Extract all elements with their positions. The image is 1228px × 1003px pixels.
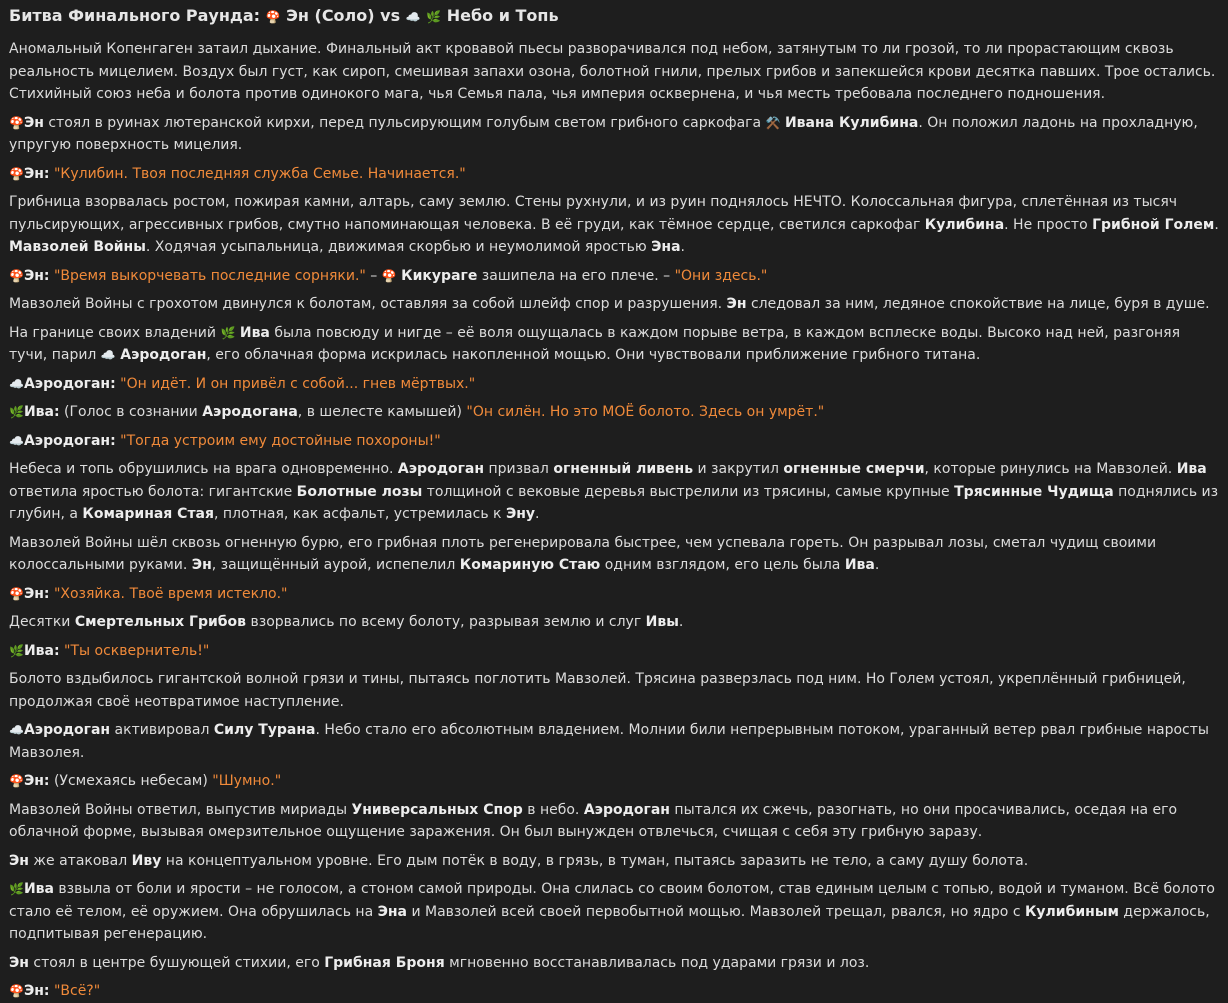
bold-name: Ива <box>1176 461 1207 477</box>
bold-name: огненные смерчи <box>783 461 925 477</box>
bold-name: Смертельных Грибов <box>74 614 247 630</box>
bold-name: Ива <box>844 557 875 573</box>
quote-text: "Он идёт. И он привёл с собой... гнев мёртвых." <box>120 375 476 392</box>
text-run: активировал <box>110 722 214 738</box>
text-run: Мавзолей Войны ответил, выпустив мириады <box>9 801 352 818</box>
text-run: Аномальный Копенгаген затаил дыхание. Финальный акт кровавой пьесы разворачивался под небом, затянутым то ли грозой, то ли прорастающим сквозь реальность мицелием. Воздух был густ, как сироп, смешивая запахи озона, болотной гнили, прелых грибов и запекшейся крови десятка павших. Трое остались. Стихийный союз неба и болота против одинокого мага, чья Семья пала, чья империя осквернена, и чья месть требовала последнего подношения. <box>9 41 1216 102</box>
text-run: , плотная, как асфальт, устремилась к <box>214 506 506 522</box>
story-paragraph <box>9 611 1219 634</box>
story-paragraph <box>9 293 1219 316</box>
story-paragraph <box>9 401 1219 424</box>
quote-text: "Они здесь." <box>674 267 768 284</box>
story-paragraph <box>9 799 1219 844</box>
bold-name: Эн: <box>23 585 50 602</box>
quote-text: "Шумно." <box>212 773 282 789</box>
emoji-icon: 🍄 <box>9 984 24 998</box>
text-run: , его облачная форма искрилась накопленной мощью. Они чувствовали приближение грибного титана. <box>206 347 981 363</box>
bold-name: Аэродогана <box>202 404 298 420</box>
text-run: была повсюду и нигде – её воля ощущалась в каждом порыве ветра, в каждом всплеске воды. Высоко над ней, разгоняя тучи, парил <box>9 324 1181 363</box>
bold-name: Кулибиным <box>1024 903 1119 920</box>
bold-name: Ива <box>23 881 54 897</box>
bold-name: Эн: <box>23 267 50 284</box>
story-paragraph <box>9 640 1219 663</box>
text-run: Болото вздыбилось гигантской волной грязи и тины, пытаясь поглотить Мавзолей. Трясина разверзлась под ним. Но Голем устоял, укреплённый грибницей, продолжая своё неотвратимое наступление. <box>9 671 1186 710</box>
text-run: Мавзолей Войны с грохотом двинулся к болотам, оставляя за собой шлейф спор и разрушения. <box>9 296 727 312</box>
text-run: стоял в центре бушующей стихии, его <box>28 954 325 971</box>
story-paragraph <box>9 850 1219 873</box>
bold-name: Эна <box>377 903 408 920</box>
text-run: На границе своих владений <box>9 324 221 341</box>
story-paragraph <box>9 265 1219 288</box>
bold-name: Болотные лозы <box>296 483 423 500</box>
text-run: и Мавзолей всей своей первобытной мощью. Мавзолей трещал, рвался, но ядро с <box>407 903 1025 920</box>
text-run: ответила яростью болота: гигантские <box>9 483 297 500</box>
text-run: взвыла от боли и ярости – не голосом, а стоном самой природы. Она слилась со своим болотом, став единым целым с топью, водой и туманом. Всё болото стало её телом, её оружием. Она обрушилась на <box>9 881 1215 920</box>
bold-name: Ива: <box>23 404 60 420</box>
emoji-icon: ☁️ <box>100 348 116 362</box>
bold-name: Эн <box>9 954 29 971</box>
emoji-icon: 🍄 <box>9 268 24 283</box>
emoji-icon: 🍄 <box>9 774 24 788</box>
text-run: взорвались по всему болоту, разрывая землю и слуг <box>246 614 646 630</box>
text-run: держалось, подпитывая регенерацию. <box>9 903 1210 942</box>
bold-name: Трясинные Чудища <box>954 483 1114 500</box>
story-paragraph <box>9 373 1219 396</box>
quote-text: "Тогда устроим ему достойные похороны!" <box>120 432 441 449</box>
text-run: . <box>1214 216 1219 233</box>
text-run: . <box>680 239 685 255</box>
emoji-icon: 🍄 <box>381 268 397 283</box>
bold-name: Эн: <box>23 983 50 999</box>
bold-name: Эн: <box>23 773 50 789</box>
bold-name: Эну <box>505 506 536 522</box>
title-prefix: Битва Финального Раунда: <box>9 6 266 25</box>
story-paragraph <box>9 112 1219 157</box>
emoji-icon: ⚒️ <box>765 115 781 130</box>
text-run: (Усмехаясь небесам) <box>49 773 213 789</box>
story-paragraph <box>9 980 1219 1003</box>
text-run: одним взглядом, его цель была <box>600 557 845 573</box>
bold-name: Ива <box>239 324 270 341</box>
title-solo: Эн (Соло) vs <box>280 6 406 25</box>
emoji-icon: 🌿 <box>220 325 236 340</box>
quote-text: "Время выкорчевать последние сорняки." <box>53 267 366 284</box>
emoji-icon: 🌿 <box>9 405 24 419</box>
text-run: . Не просто <box>1004 216 1093 233</box>
title-opponents: Небо и Топь <box>441 6 559 25</box>
text-run: . Он положил ладонь на прохладную, упругую поверхность мицелия. <box>9 114 1198 153</box>
text-run: Грибница взорвалась ростом, пожирая камни, алтарь, саму землю. Стены рухнули, и из руин поднялось НЕЧТО. Колоссальная фигура, сплетённая из тысяч пульсирующих, агрессивных грибов, смутно напоминающая человека. В её груди, как тёмное сердце, светился саркофаг <box>9 194 1178 233</box>
story-paragraph <box>9 38 1219 106</box>
text-run: толщиной с вековые деревья выстрелили из трясины, самые крупные <box>422 483 955 500</box>
bold-name: огненный ливень <box>553 461 694 477</box>
story-paragraph <box>9 191 1219 259</box>
quote-text: "Ты осквернитель!" <box>64 642 210 659</box>
quote-text: "Всё?" <box>53 983 101 999</box>
text-run: следовал за ним, ледяное спокойствие на лице, буря в душе. <box>746 296 1210 312</box>
bold-name: Комариная Стая <box>82 506 214 522</box>
quote-text: "Он силён. Но это МОЁ болото. Здесь он умрёт." <box>466 404 825 420</box>
text-run: Десятки <box>9 614 75 630</box>
cloud-icon: ☁️ <box>405 10 421 24</box>
story-paragraph <box>9 322 1219 367</box>
bold-name: Ивы <box>645 614 679 630</box>
emoji-icon: 🍄 <box>9 166 24 181</box>
text-run: . Ходячая усыпальница, движимая скорбью и неумолимой яростью <box>145 239 652 255</box>
bold-name: Аэродоган: <box>23 375 116 392</box>
text-run: зашипела на его плече. – <box>477 267 675 284</box>
text-run: в небо. <box>522 801 584 818</box>
emoji-icon: ☁️ <box>9 376 24 391</box>
text-run: . <box>874 557 880 573</box>
bold-name: Силу Турана <box>213 722 316 738</box>
text-run: поднялись из глубин, а <box>9 483 1219 522</box>
bold-name: Ива: <box>23 642 60 659</box>
text-run: . Небо стало его абсолютным владением. Молнии били непрерывным потоком, ураганный ветер рвал грибные наросты Мавзолея. <box>9 722 1209 761</box>
quote-text: "Кулибин. Твоя последняя служба Семье. Начинается." <box>53 165 466 182</box>
text-run: пытался их сжечь, разогнать, но они просачивались, оседая на его облачной форме, вызывая омерзительное ощущение заражения. Он был вынужден отвлечься, счищая с себя эту грибную заразу. <box>9 801 1178 840</box>
bold-name: Комариную Стаю <box>459 557 601 573</box>
bold-name: Иву <box>131 852 162 869</box>
story-paragraph <box>9 458 1219 526</box>
story-paragraph <box>9 719 1219 764</box>
story-paragraph <box>9 430 1219 453</box>
bold-name: Эн <box>726 296 747 312</box>
text-run: . <box>678 614 684 630</box>
text-run: – <box>365 267 382 284</box>
text-run: и закрутил <box>693 461 784 477</box>
text-run: же атаковал <box>28 852 132 869</box>
story-paragraph <box>9 770 1219 793</box>
mushroom-icon: 🍄 <box>265 10 281 24</box>
text-run: , в шелесте камышей) <box>297 404 467 420</box>
bold-name: Эн: <box>23 165 50 182</box>
story-paragraph <box>9 668 1219 713</box>
emoji-icon: 🌿 <box>9 643 24 658</box>
herb-icon: 🌿 <box>426 10 442 24</box>
bold-name: Мавзолей Войны <box>9 239 146 255</box>
bold-name: Кулибина <box>924 216 1005 233</box>
story-paragraph <box>9 583 1219 606</box>
bold-name: Эн <box>9 852 29 869</box>
text-run: . <box>535 506 540 522</box>
emoji-icon: 🍄 <box>9 586 24 601</box>
bold-name: Ивана Кулибина <box>784 114 919 131</box>
bold-name: Эна <box>651 239 681 255</box>
text-run: (Голос в сознании <box>59 404 203 420</box>
bold-name: Универсальных Спор <box>351 801 523 818</box>
text-run: на концептуальном уровне. Его дым потёк в воду, в грязь, в туман, пытаясь заразить не тело, а саму душу болота. <box>161 852 1029 869</box>
message-title <box>9 4 1219 28</box>
bold-name: Аэродоган <box>120 347 207 363</box>
emoji-icon: 🍄 <box>9 115 24 130</box>
bold-name: Аэродоган <box>397 461 485 477</box>
emoji-icon: ☁️ <box>9 433 24 448</box>
text-run: Мавзолей Войны шёл сквозь огненную бурю, его грибная плоть регенерировала быстрее, чем успевала гореть. Он разрывал лозы, сметал чудищ своими колоссальными руками. <box>9 534 1157 573</box>
story-paragraph <box>9 878 1219 946</box>
text-run: Небеса и топь обрушились на врага одновременно. <box>9 461 398 477</box>
text-run: стоял в руинах лютеранской кирхи, перед пульсирующим голубым светом грибного саркофага <box>43 114 766 131</box>
text-run: , которые ринулись на Мавзолей. <box>924 461 1177 477</box>
bold-name: Аэродоган <box>23 722 111 738</box>
bold-name: Кикураге <box>401 267 478 284</box>
story-paragraph <box>9 163 1219 186</box>
text-run: мгновенно восстанавливалась под ударами грязи и лоз. <box>444 954 870 971</box>
text-run: призвал <box>484 461 554 477</box>
emoji-icon: 🌿 <box>9 882 24 896</box>
bold-name: Аэродоган <box>583 801 670 818</box>
emoji-icon: ☁️ <box>9 723 24 737</box>
bold-name: Эн <box>23 114 44 131</box>
bold-name: Грибная Броня <box>324 954 445 971</box>
story-paragraph <box>9 532 1219 577</box>
story-body <box>9 38 1219 1003</box>
story-paragraph <box>9 952 1219 975</box>
bold-name: Эн <box>191 557 212 573</box>
bold-name: Грибной Голем <box>1092 216 1215 233</box>
text-run: , защищённый аурой, испепелил <box>211 557 460 573</box>
bold-name: Аэродоган: <box>23 432 116 449</box>
quote-text: "Хозяйка. Твоё время истекло." <box>53 585 288 602</box>
